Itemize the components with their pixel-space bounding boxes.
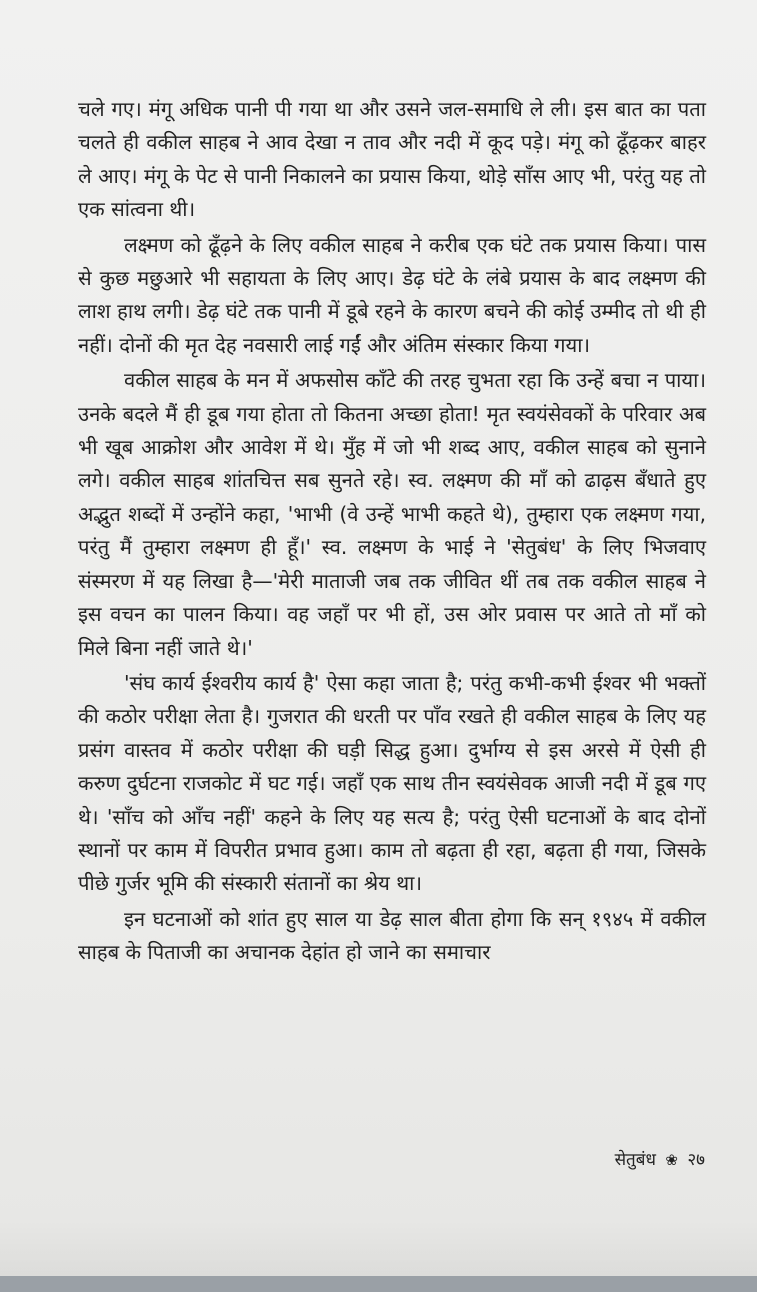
paragraph-5: इन घटनाओं को शांत हुए साल या डेढ़ साल बीता होगा कि सन् १९४५ में वकील साहब के पिताजी का अचानक देहांत हो जाने का समाचार bbox=[78, 906, 706, 965]
paragraph-2: लक्ष्मण को ढूँढ़ने के लिए वकील साहब ने करीब एक घंटे तक प्रयास किया। पास से कुछ मछुआरे भी सहायता के लिए आए। डेढ़ घंटे के लंबे प्रयास के बाद लक्ष्मण की लाश हाथ लगी। डेढ़ घंटे तक पानी में डूबे रहने के कारण बचने की कोई उम्मीद तो थी ही नहीं। दोनों की मृत देह नवसारी लाई गईं और अंतिम संस्कार किया गया। bbox=[78, 232, 706, 357]
page-number: २७ bbox=[687, 1150, 705, 1170]
paragraph-1: चले गए। मंगू अधिक पानी पी गया था और उसने जल-समाधि ले ली। इस बात का पता चलते ही वकील साहब ने आव देखा न ताव और नदी में कूद पड़े। मंगू को ढूँढ़कर बाहर ले आए। मंगू के पेट से पानी निकालने का प्रयास किया, थोड़े साँस आए भी, परंतु यह तो एक सांत्वना थी। bbox=[78, 97, 707, 222]
paragraph-4: 'संघ कार्य ईश्वरीय कार्य है' ऐसा कहा जाता है; परंतु कभी-कभी ईश्वर भी भक्तों की कठोर परीक्षा लेता है। गुजरात की धरती पर पाँव रखते ही वकील साहब के लिए यह प्रसंग वास्तव में कठोर परीक्षा की घड़ी सिद्ध हुआ। दुर्भाग्य से इस अरसे में ऐसी ही करुण दुर्घटना राजकोट में घट गई। जहाँ एक साथ तीन स्वयंसेवक आजी नदी में डूब गए थे। 'साँच को आँच नहीं' कहने के लिए यह सत्य है; परंतु ऐसी घटनाओं के बाद दोनों स्थानों पर काम में विपरीत प्रभाव हुआ। काम तो बढ़ता ही रहा, बढ़ता ही गया, जिसके पीछे गुर्जर भूमि की संस्कारी संतानों का श्रेय था। bbox=[78, 670, 706, 896]
page-bottom-edge bbox=[0, 1276, 757, 1292]
page-footer bbox=[615, 1147, 705, 1170]
paragraph-3: वकील साहब के मन में अफसोस काँटे की तरह चुभता रहा कि उन्हें बचा न पाया। उनके बदले मैं ही डूब गया होता तो कितना अच्छा होता! मृत स्वयंसेवकों के परिवार अब भी खूब आक्रोश और आवेश में थे। मुँह में जो भी शब्द आए, वकील साहब को सुनाने लगे। वकील साहब शांतचित्त सब सुनते रहे। स्व. लक्ष्मण की माँ को ढाढ़स बँधाते हुए अद्भुत शब्दों में उन्होंने कहा, 'भाभी (वे उन्हें भाभी कहते थे), तुम्हारा एक लक्ष्मण गया, परंतु मैं तुम्हारा लक्ष्मण ही हूँ।' स्व. लक्ष्मण के भाई ने 'सेतुबंध' के लिए भिजवाए संस्मरण में यह लिखा है—'मेरी माताजी जब तक जीवित थीं तब तक वकील साहब ने इस वचन का पालन किया। वह जहाँ पर भी हों, उस ओर प्रवास पर आते तो माँ को मिले बिना नहीं जाते थे।' bbox=[78, 368, 706, 660]
book-title: सेतुबंध bbox=[614, 1150, 656, 1170]
body-text bbox=[78, 93, 706, 972]
flower-ornament-icon: ❀ bbox=[665, 1151, 678, 1169]
